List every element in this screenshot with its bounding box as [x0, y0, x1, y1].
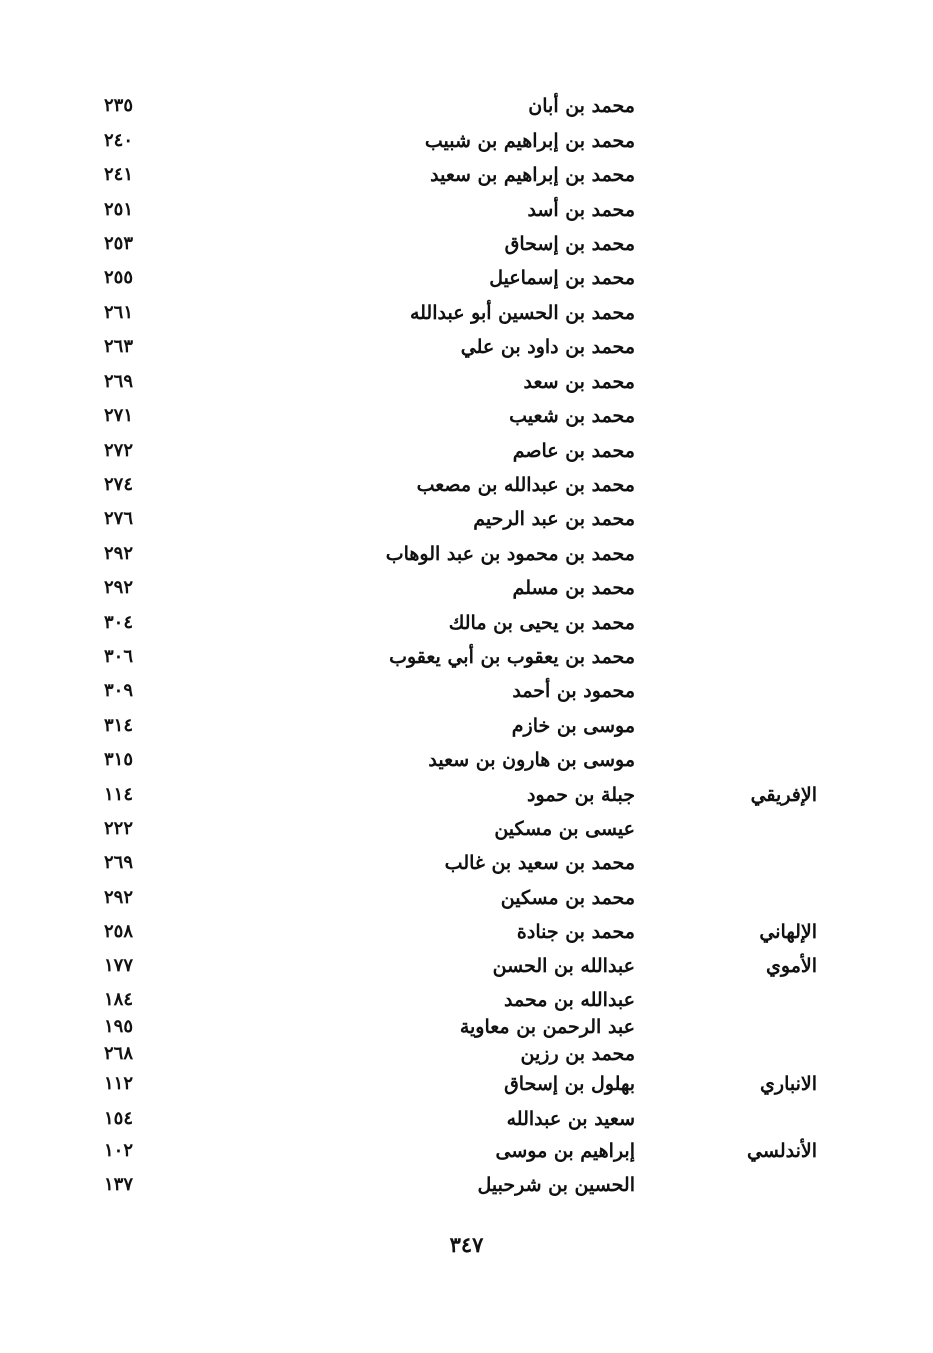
page-reference: ١٥٤: [103, 1108, 133, 1129]
page-reference: ٣٠٩: [103, 680, 133, 701]
index-row: [0, 332, 933, 362]
person-name: إبراهيم بن موسى: [495, 1140, 635, 1162]
person-name: محمد بن أسد: [527, 199, 635, 221]
person-name: محمد بن شعيب: [509, 405, 635, 427]
page-reference: ٣٠٦: [103, 646, 133, 667]
nisba-label: الإلهاني: [759, 921, 817, 943]
nisba-label: الانباري: [760, 1073, 817, 1095]
person-name: محمود بن أحمد: [512, 680, 635, 702]
page-reference: ٢٦١: [103, 302, 133, 323]
index-row: [0, 883, 933, 913]
person-name: محمد بن الحسين أبو عبدالله: [409, 302, 635, 324]
person-name: بهلول بن إسحاق: [504, 1073, 635, 1095]
index-row: [0, 1012, 933, 1042]
index-row: [0, 985, 933, 1015]
index-row: [0, 436, 933, 466]
page-reference: ١٨٤: [103, 989, 133, 1010]
person-name: سعيد بن عبدالله: [506, 1108, 635, 1130]
index-row: [0, 1170, 933, 1200]
index-row: [0, 195, 933, 225]
person-name: محمد بن مسلم: [512, 577, 635, 599]
person-name: محمد بن أبان: [528, 95, 635, 117]
page-reference: ٢٥٨: [103, 921, 133, 942]
index-row: [0, 367, 933, 397]
person-name: جبلة بن حمود: [527, 784, 635, 806]
index-row: [0, 917, 933, 947]
index-row: [0, 848, 933, 878]
page-reference: ١١٤: [103, 784, 133, 805]
index-row: [0, 745, 933, 775]
index-row: [0, 951, 933, 981]
nisba-label: الأندلسي: [747, 1140, 817, 1162]
person-name: محمد بن عبدالله بن مصعب: [416, 474, 635, 496]
person-name: محمد بن جنادة: [516, 921, 635, 943]
page-reference: ٢٦٣: [103, 336, 133, 357]
person-name: محمد بن سعيد بن غالب: [444, 852, 635, 874]
nisba-label: الإفريقي: [750, 784, 817, 806]
person-name: محمد بن عبد الرحيم: [473, 508, 635, 530]
page-reference: ٣١٥: [103, 749, 133, 770]
page-reference: ٢٢٢: [103, 818, 133, 839]
index-row: [0, 91, 933, 121]
index-row: [0, 298, 933, 328]
person-name: عبد الرحمن بن معاوية: [459, 1016, 635, 1038]
person-name: محمد بن إسماعيل: [489, 267, 635, 289]
page-reference: ١٣٧: [103, 1174, 133, 1195]
person-name: محمد بن يحيى بن مالك: [448, 612, 635, 634]
person-name: محمد بن مسكين: [500, 887, 635, 909]
page-reference: ١٧٧: [103, 955, 133, 976]
index-row: [0, 814, 933, 844]
person-name: محمد بن محمود بن عبد الوهاب: [385, 543, 635, 565]
person-name: محمد بن سعد: [523, 371, 635, 393]
page-reference: ٢٧١: [103, 405, 133, 426]
page-reference: ١١٢: [103, 1073, 133, 1094]
index-row: [0, 676, 933, 706]
page-reference: ١٠٢: [103, 1140, 133, 1161]
page-reference: ٢٤١: [103, 164, 133, 185]
page-reference: ٢٤٠: [103, 130, 133, 151]
person-name: عبدالله بن محمد: [504, 989, 635, 1011]
index-row: [0, 504, 933, 534]
page-reference: ٢٦٨: [103, 1043, 133, 1064]
page-reference: ٢٧٤: [103, 474, 133, 495]
page-number: ٣٤٧: [449, 1232, 484, 1257]
page-reference: ٢٩٢: [103, 543, 133, 564]
page-reference: ٢٣٥: [103, 95, 133, 116]
index-row: [0, 1104, 933, 1134]
page-reference: ٣٠٤: [103, 612, 133, 633]
page-reference: ٢٦٩: [103, 371, 133, 392]
person-name: محمد بن إبراهيم بن سعيد: [430, 164, 635, 186]
page-reference: ٢٥١: [103, 199, 133, 220]
index-row: [0, 470, 933, 500]
page-reference: ٢٩٢: [103, 887, 133, 908]
index-row: [0, 711, 933, 741]
person-name: عيسى بن مسكين: [494, 818, 635, 840]
index-row: [0, 539, 933, 569]
person-name: محمد بن إسحاق: [504, 233, 635, 255]
person-name: محمد بن رزين: [520, 1043, 635, 1065]
index-row: [0, 126, 933, 156]
person-name: محمد بن إبراهيم بن شبيب: [424, 130, 635, 152]
person-name: الحسين بن شرحبيل: [477, 1174, 635, 1196]
index-row: [0, 160, 933, 190]
index-row: [0, 401, 933, 431]
index-row: [0, 1069, 933, 1099]
person-name: موسى بن خازم: [511, 715, 635, 737]
index-row: [0, 1039, 933, 1069]
page-reference: ٣١٤: [103, 715, 133, 736]
person-name: محمد بن عاصم: [512, 440, 635, 462]
person-name: موسى بن هارون بن سعيد: [428, 749, 635, 771]
index-row: [0, 263, 933, 293]
page-reference: ١٩٥: [103, 1016, 133, 1037]
index-row: [0, 642, 933, 672]
index-row: [0, 1136, 933, 1166]
page-reference: ٢٥٣: [103, 233, 133, 254]
index-row: [0, 229, 933, 259]
page-reference: ٢٦٩: [103, 852, 133, 873]
page-reference: ٢٥٥: [103, 267, 133, 288]
person-name: عبدالله بن الحسن: [492, 955, 635, 977]
index-row: [0, 780, 933, 810]
index-row: [0, 573, 933, 603]
nisba-label: الأموي: [766, 955, 817, 977]
person-name: محمد بن داود بن علي: [460, 336, 635, 358]
index-row: [0, 608, 933, 638]
page-reference: ٢٧٦: [103, 508, 133, 529]
person-name: محمد بن يعقوب بن أبي يعقوب: [389, 646, 635, 668]
page-reference: ٢٧٢: [103, 440, 133, 461]
page-reference: ٢٩٢: [103, 577, 133, 598]
